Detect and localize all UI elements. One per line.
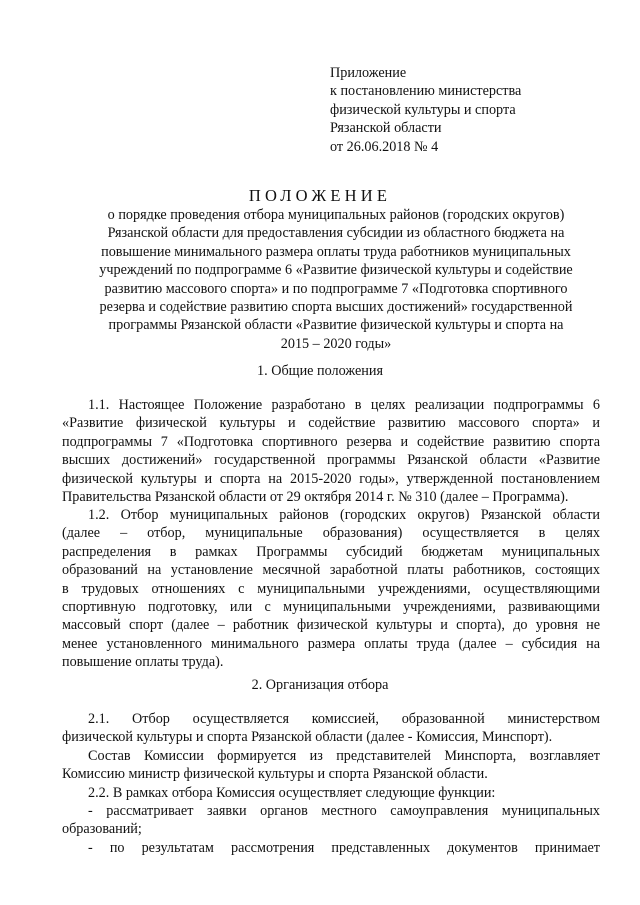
paragraph-1-2 — [62, 506, 600, 672]
section-heading-general: 1. Общие положения — [257, 363, 383, 379]
text-line: - рассматривает заявки органов местного самоуправления муниципальных — [88, 803, 600, 819]
text-line: в трудовых отношениях с муниципальными учреждениями, осуществляющими — [62, 580, 600, 597]
paragraph-2-2 — [62, 784, 600, 802]
paragraph-2-1 — [62, 710, 600, 747]
text-line: распределения в рамках Программы субсидий бюджетам муниципальных — [62, 543, 600, 560]
text-line: 2.1. Отбор осуществляется комиссией, образованной министерством — [88, 711, 600, 727]
text-line: физической культуры и спорта на 2015-2020 годы», утвержденной постановлением — [62, 470, 600, 487]
paragraph-1-1 — [62, 396, 600, 506]
text-line: 2.2. В рамках отбора Комиссия осуществляет следующие функции: — [88, 784, 496, 801]
document-subtitle — [72, 206, 600, 353]
text-line: Правительства Рязанской области от 29 октября 2014 г. № 310 (далее – Программа). — [62, 488, 569, 505]
text-line: массовый спорт (далее – работник физической культуры и спорта), до уровня не — [62, 617, 600, 634]
paragraph-2-1-composition — [62, 747, 600, 784]
appendix-line: к постановлению министерства — [330, 83, 522, 100]
text-line: повышение оплаты труда). — [62, 654, 224, 671]
text-line: спортивную подготовку, или с муниципальными учреждениями, развивающими — [62, 598, 600, 615]
text-line: Комиссию министр физической культуры и спорта Рязанской области. — [62, 766, 488, 783]
text-line: - по результатам рассмотрения представленных документов принимает — [88, 839, 600, 856]
section-heading-organization: 2. Организация отбора — [251, 677, 389, 693]
text-line: физической культуры и спорта Рязанской области (далее - Комиссия, Минспорт). — [62, 729, 553, 746]
text-line: высших достижений» государственной программы Рязанской области «Развитие — [62, 452, 600, 469]
appendix-block — [330, 64, 521, 156]
text-line: образований на установление месячной заработной платы работников, состоящих — [62, 562, 600, 579]
text-line: подпрограммы 7 «Подготовка спортивного резерва и содействие развитию спорта — [62, 433, 600, 450]
subtitle-line: развитию массового спорта» и по подпрограмме 7 «Подготовка спортивного — [104, 280, 568, 297]
appendix-line: Рязанской области — [330, 120, 442, 137]
text-line: 1.1. Настоящее Положение разработано в целях реализации подпрограммы 6 — [88, 397, 600, 413]
subtitle-line: программы Рязанской области «Развитие физической культуры и спорта на — [108, 317, 564, 334]
text-line: Состав Комиссии формируется из представителей Минспорта, возглавляет — [88, 747, 600, 764]
text-line: (далее – отбор, муниципальные образования) осуществляется в целях — [62, 525, 600, 542]
subtitle-line: резерва и содействие развитию спорта высших достижений» государственной — [99, 299, 573, 316]
appendix-line: от 26.06.2018 № 4 — [330, 138, 439, 155]
list-item-results — [62, 839, 600, 857]
document-title: ПОЛОЖЕНИЕ — [248, 186, 392, 205]
text-line: 1.2. Отбор муниципальных районов (городских округов) Рязанской области — [88, 507, 600, 523]
appendix-line: Приложение — [330, 65, 407, 81]
text-line: менее установленного минимального размера оплаты труда (далее – субсидия на — [62, 635, 600, 652]
text-line: образований; — [62, 821, 142, 838]
appendix-line: физической культуры и спорта — [330, 101, 516, 118]
subtitle-line: учреждений по подпрограмме 6 «Развитие физической культуры и содействие — [99, 262, 573, 279]
subtitle-line: о порядке проведения отбора муниципальных районов (городских округов) — [107, 207, 565, 223]
text-line: «Развитие физической культуры и содействие развитию массового спорта» и — [62, 415, 600, 432]
subtitle-line: повышение минимального размера оплаты труда работников муниципальных — [101, 243, 571, 260]
subtitle-line: Рязанской области для предоставления субсидии из областного бюджета на — [107, 225, 565, 242]
list-item-applications — [62, 802, 600, 839]
subtitle-line: 2015 – 2020 годы» — [280, 335, 392, 352]
